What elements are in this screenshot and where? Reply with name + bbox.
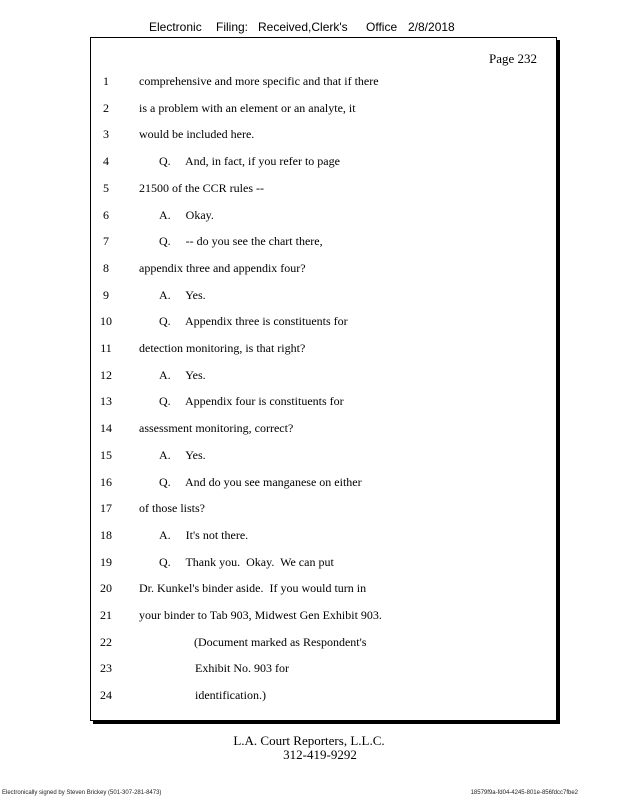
line-number: 22 xyxy=(100,634,112,649)
line-number: 4 xyxy=(103,154,109,169)
line-number: 5 xyxy=(103,180,109,195)
stamp-electronic: Electronic xyxy=(149,20,202,34)
court-reporter-phone: 312-419-9292 xyxy=(283,747,357,762)
line-text: is a problem with an element or an analyte, it xyxy=(139,100,356,115)
transcript-line xyxy=(91,234,556,252)
transcript-line xyxy=(91,555,556,573)
transcript-line xyxy=(91,501,556,519)
line-number: 19 xyxy=(100,554,112,569)
line-number: 18 xyxy=(100,527,112,542)
transcript-line xyxy=(91,475,556,493)
line-text: 21500 of the CCR rules -- xyxy=(139,180,264,195)
transcript-line xyxy=(91,368,556,386)
transcript-line xyxy=(91,341,556,359)
transcript-line xyxy=(91,314,556,332)
line-text: A. Yes. xyxy=(159,287,206,302)
line-number: 3 xyxy=(103,127,109,142)
line-text: Q. And do you see manganese on either xyxy=(159,474,362,489)
line-text: your binder to Tab 903, Midwest Gen Exhibit 903. xyxy=(139,608,382,622)
transcript-line xyxy=(91,448,556,466)
line-text: Dr. Kunkel's binder aside. If you would turn in xyxy=(139,581,367,596)
line-text: A. Yes. xyxy=(159,447,206,462)
line-number: 13 xyxy=(100,394,112,409)
transcript-line xyxy=(91,154,556,172)
transcript-line xyxy=(91,127,556,145)
line-number: 17 xyxy=(100,501,112,516)
court-reporter-name: L.A. Court Reporters, L.L.C. xyxy=(233,733,385,748)
stamp-date: 2/8/2018 xyxy=(408,20,455,34)
line-number: 23 xyxy=(100,661,112,676)
transcript-line xyxy=(91,181,556,199)
stamp-received: Received,Clerk's xyxy=(258,20,348,34)
transcript-line xyxy=(91,688,556,706)
page-number: Page 232 xyxy=(488,51,537,66)
line-text: Q. Appendix three is constituents for xyxy=(159,314,348,329)
transcript-line xyxy=(91,608,556,626)
line-number: 10 xyxy=(100,314,112,329)
line-text: appendix three and appendix four? xyxy=(139,260,306,275)
line-number: 24 xyxy=(100,688,112,703)
transcript-line xyxy=(91,421,556,439)
line-text: identification.) xyxy=(195,688,266,703)
filing-stamp-header xyxy=(0,20,618,36)
line-number: 15 xyxy=(100,447,112,462)
transcript-line xyxy=(91,208,556,226)
line-text: Q. Thank you. Okay. We can put xyxy=(159,554,334,569)
line-number: 6 xyxy=(103,207,109,222)
line-number: 20 xyxy=(100,581,112,596)
line-text: (Document marked as Respondent's xyxy=(194,634,367,649)
transcript-line xyxy=(91,288,556,306)
line-text: A. Okay. xyxy=(159,207,214,222)
line-text: assessment monitoring, correct? xyxy=(139,421,294,436)
transcript-line xyxy=(91,528,556,546)
line-number: 12 xyxy=(100,367,112,382)
line-number: 14 xyxy=(100,421,112,436)
stamp-filing: Filing: xyxy=(216,20,249,34)
line-number: 21 xyxy=(100,608,112,622)
line-number: 1 xyxy=(103,74,109,88)
stamp-office: Office xyxy=(366,20,398,34)
line-text: detection monitoring, is that right? xyxy=(139,341,306,355)
transcript-line xyxy=(91,394,556,412)
line-number: 7 xyxy=(103,234,109,249)
electronic-signature-note: Electronically signed by Steven Brickey (501-307-281-8473) xyxy=(2,790,162,796)
line-text: Q. And, in fact, if you refer to page xyxy=(159,154,340,169)
transcript-line xyxy=(91,661,556,679)
transcript-line xyxy=(91,635,556,653)
line-text: would be included here. xyxy=(139,127,255,142)
line-number: 11 xyxy=(100,341,112,355)
transcript-line xyxy=(91,581,556,599)
line-text: Q. -- do you see the chart there, xyxy=(159,234,323,249)
transcript-line xyxy=(91,101,556,119)
line-number: 9 xyxy=(103,287,109,302)
line-text: comprehensive and more specific and that if there xyxy=(139,74,379,88)
line-text: of those lists? xyxy=(139,501,205,516)
transcript-page-frame xyxy=(90,37,557,721)
line-text: Q. Appendix four is constituents for xyxy=(159,394,344,409)
line-number: 8 xyxy=(103,260,109,275)
line-text: A. It's not there. xyxy=(159,527,249,542)
transcript-line xyxy=(91,261,556,279)
line-number: 16 xyxy=(100,474,112,489)
line-number: 2 xyxy=(103,100,109,115)
transcript-line xyxy=(91,74,556,92)
line-text: A. Yes. xyxy=(159,367,206,382)
line-text: Exhibit No. 903 for xyxy=(195,661,289,676)
document-hash: 18579f9a-fd04-4245-801e-856fdcc7fbe2 xyxy=(470,790,578,796)
